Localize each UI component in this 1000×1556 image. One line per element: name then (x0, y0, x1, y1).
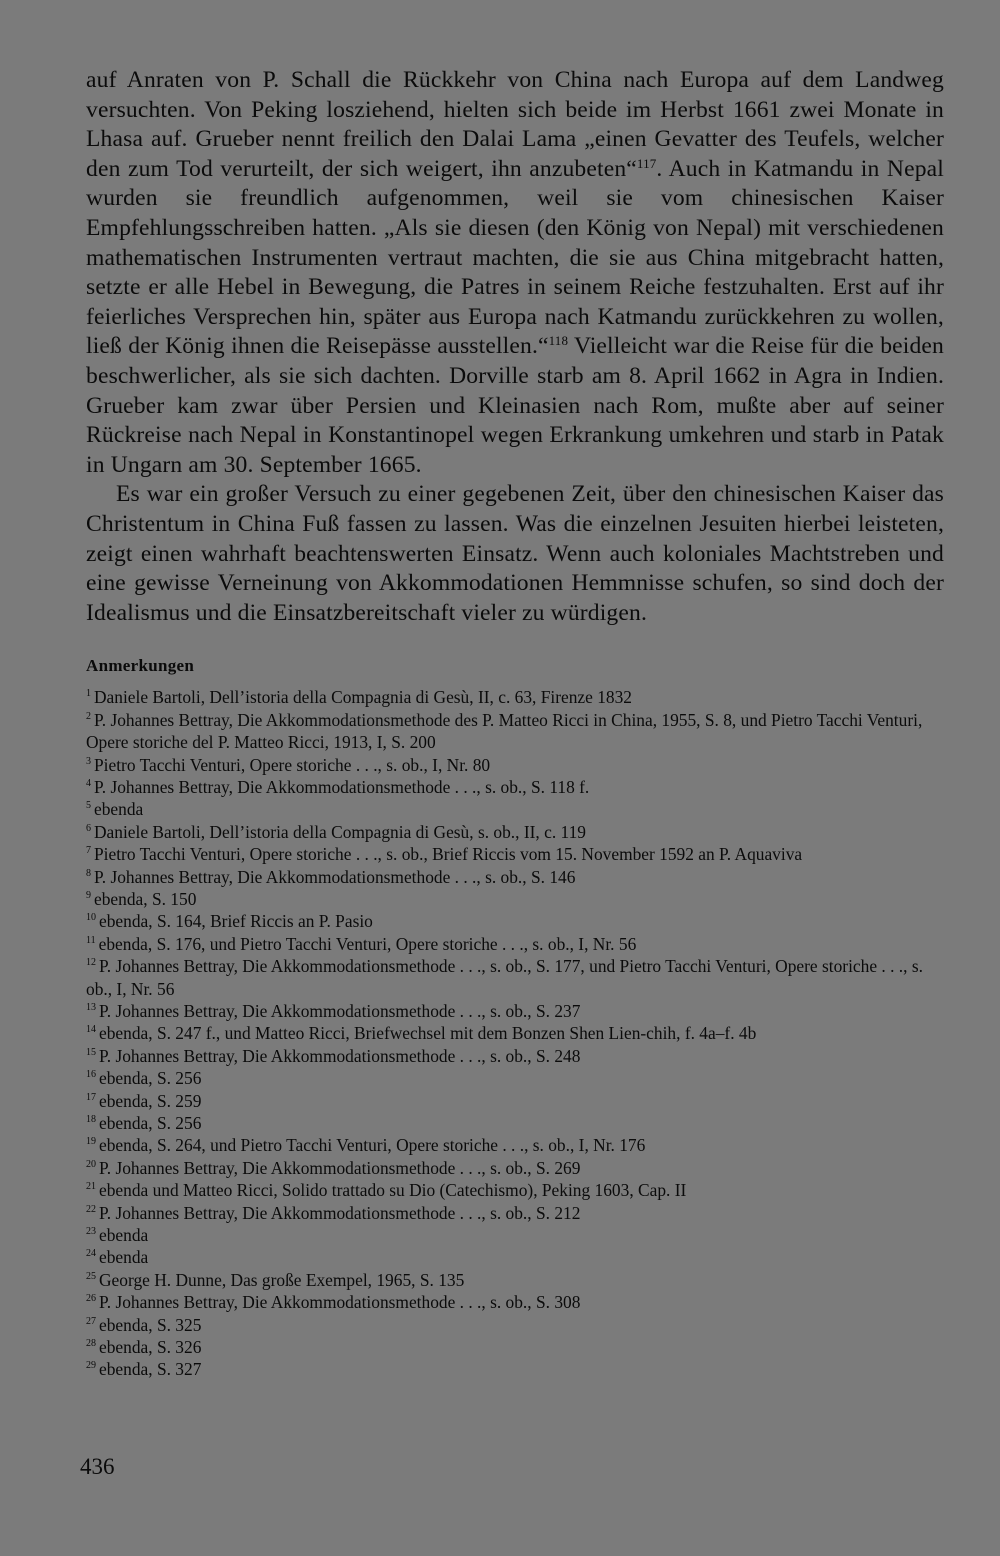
footnote-text: ebenda, S. 256 (99, 1068, 202, 1089)
footnote-item (86, 1336, 944, 1358)
footnote-number: 25 (86, 1270, 96, 1282)
footnote-text: ebenda (99, 1247, 149, 1268)
footnote-text: ebenda, S. 326 (99, 1337, 202, 1358)
footnote-text: P. Johannes Bettray, Die Akkommodationsmethode . . ., s. ob., S. 308 (99, 1292, 581, 1313)
footnote-item (86, 686, 944, 708)
footnote-item (86, 1067, 944, 1089)
footnote-item (86, 1000, 944, 1022)
footnote-item (86, 1090, 944, 1112)
footnote-item (86, 888, 944, 910)
footnote-item (86, 955, 944, 1000)
footnote-item (86, 1179, 944, 1201)
footnote-text: P. Johannes Bettray, Die Akkommodationsmethode . . ., s. ob., S. 146 (94, 866, 576, 887)
footnote-text: ebenda, S. 259 (99, 1090, 202, 1111)
footnote-text: ebenda, S. 325 (99, 1314, 202, 1335)
notes-list (86, 686, 944, 1381)
footnote-item (86, 776, 944, 798)
footnote-text: P. Johannes Bettray, Die Akkommodationsmethode . . ., s. ob., S. 212 (99, 1202, 581, 1223)
footnote-text: P. Johannes Bettray, Die Akkommodationsmethode . . ., s. ob., S. 237 (99, 1000, 581, 1021)
footnote-number: 14 (86, 1024, 96, 1036)
footnote-number: 1 (86, 688, 91, 700)
footnote-text: P. Johannes Bettray, Die Akkommodationsmethode . . ., s. ob., S. 269 (99, 1157, 581, 1178)
page-number: 436 (80, 1454, 115, 1479)
footnote-number: 4 (86, 777, 91, 789)
footnote-text: ebenda und Matteo Ricci, Solido trattado su Dio (Catechismo), Peking 1603, Cap. II (99, 1180, 687, 1201)
footnote-item (86, 1314, 944, 1336)
footnote-text: ebenda, S. 247 f., und Matteo Ricci, Briefwechsel mit dem Bonzen Shen Lien-chih, f. 4a–f. 4b (99, 1023, 757, 1044)
footnote-number: 23 (86, 1226, 96, 1238)
paragraph-1-part-c: Vielleicht war die Reise für die beiden beschwerlicher, als sie sich dachten. Dorville starb am 8. April 1662 in Agra in Indien. Grueber kam zwar über Persien und Kleinasien nach Rom, mußte aber auf seiner Rückreise nach Nepal in Konstantinopel wegen Erkrankung umkehren und starb in Patak in Ungarn am 30. September 1665. (86, 333, 944, 478)
paragraph-1-part-b: . Auch in Katmandu in Nepal wurden sie freundlich aufgenommen, weil sie vom chinesischen Kaiser Empfehlungsschreiben hatten. „Als sie diesen (den König von Nepal) mit verschiedenen mathematischen Instrumenten vertraut machten, die sie aus China mitgebracht hatten, setzte er alle Hebel in Bewegung, die Patres in seinem Reiche festzuhalten. Erst auf ihr feierliches Versprechen hin, später aus Europa nach Katmandu zurückkehren zu wollen, ließ der König ihnen die Reisepässe ausstellen.“ (86, 155, 944, 360)
footnote-number: 18 (86, 1114, 96, 1125)
footnote-item (86, 910, 944, 932)
footnote-text: Pietro Tacchi Venturi, Opere storiche . . ., s. ob., Brief Riccis vom 15. November 1592 an P. Aquaviva (94, 844, 803, 865)
footnote-text: P. Johannes Bettray, Die Akkommodationsmethode . . ., s. ob., S. 177, und Pietro Tacchi Venturi, Opere storiche . . ., s. ob., I, Nr. 56 (86, 956, 923, 999)
footnote-number: 21 (86, 1181, 96, 1193)
footnote-text: P. Johannes Bettray, Die Akkommodationsmethode . . ., s. ob., S. 118 f. (94, 776, 590, 797)
footnote-text: George H. Dunne, Das große Exempel, 1965, S. 135 (99, 1269, 465, 1290)
footnote-number: 26 (86, 1293, 96, 1305)
footnote-number: 2 (86, 710, 91, 722)
footnote-number: 28 (86, 1338, 96, 1350)
footnote-text: Pietro Tacchi Venturi, Opere storiche . . ., s. ob., I, Nr. 80 (94, 754, 491, 775)
footnote-number: 13 (86, 1001, 96, 1013)
footnote-number: 5 (86, 800, 91, 812)
footnote-text: ebenda, S. 164, Brief Riccis an P. Pasio (99, 911, 373, 932)
footnote-text: ebenda (99, 1225, 149, 1246)
footnote-text: ebenda, S. 264, und Pietro Tacchi Venturi, Opere storiche . . ., s. ob., I, Nr. 176 (99, 1135, 646, 1156)
footnote-item (86, 866, 944, 888)
footnote-item (86, 1157, 944, 1179)
footnote-text: Daniele Bartoli, Dell’istoria della Compagnia di Gesù, II, c. 63, Firenze 1832 (94, 687, 632, 708)
footnote-number: 6 (86, 822, 91, 834)
footnote-text: ebenda, S. 150 (94, 888, 197, 909)
footnote-number: 8 (86, 867, 91, 879)
footnote-number: 22 (86, 1203, 96, 1215)
footnote-number: 10 (86, 912, 96, 924)
footnote-number: 3 (86, 755, 91, 767)
paragraph-2: Es war ein großer Versuch zu einer gegebenen Zeit, über den chinesischen Kaiser das Christentum in China Fuß fassen zu lassen. Was die einzelnen Jesuiten hierbei leisteten, zeigt einen wahrhaft beachtenswerten Einsatz. Wenn auch koloniales Machtstreben und eine gewisse Verneinung von Akkommodationen Hemmnisse schufen, so sind doch der Idealismus und die Einsatzbereitschaft vieler zu würdigen. (86, 481, 944, 626)
paragraph-1 (86, 66, 944, 480)
footnote-number: 29 (86, 1360, 96, 1372)
footnote-ref-118: 118 (548, 333, 569, 349)
footnote-text: ebenda, S. 256 (99, 1113, 202, 1133)
footnote-number: 17 (86, 1091, 96, 1103)
footnote-ref-117: 117 (636, 155, 657, 171)
footnote-number: 12 (86, 957, 96, 969)
footnote-number: 15 (86, 1046, 96, 1058)
footnote-text: ebenda (94, 799, 144, 820)
footnote-item (86, 1045, 944, 1067)
footnote-number: 24 (86, 1248, 96, 1260)
footnote-item (86, 1022, 944, 1044)
footnote-text: ebenda, S. 327 (99, 1359, 202, 1380)
paragraph-1-part-a: auf Anraten von P. Schall die Rückkehr von China nach Europa auf dem Landweg versuchten. Von Peking losziehend, hielten sich beide im Herbst 1661 zwei Monate in Lhasa auf. Grueber nennt freilich den Dalai Lama „einen Gevatter des Teufels, welcher den zum Tod verurteilt, der sich weigert, ihn anzubeten“ (86, 67, 944, 182)
footnote-item (86, 1291, 944, 1313)
footnote-item (86, 821, 944, 843)
footnote-text: P. Johannes Bettray, Die Akkommodationsmethode des P. Matteo Ricci in China, 1955, S. 8, und Pietro Tacchi Venturi, Opere storiche del P. Matteo Ricci, 1913, I, S. 200 (86, 709, 923, 753)
footnote-item (86, 1112, 944, 1134)
footnote-item (86, 1246, 944, 1268)
footnote-number: 7 (86, 845, 91, 857)
footnote-item (86, 1134, 944, 1156)
footnote-item (86, 1224, 944, 1246)
footnote-number: 11 (86, 934, 96, 946)
footnote-item (86, 843, 944, 865)
footnote-number: 16 (86, 1069, 96, 1081)
footnote-number: 19 (86, 1136, 96, 1148)
footnote-number: 20 (86, 1158, 96, 1170)
footnote-item (86, 754, 944, 776)
footnote-item (86, 1202, 944, 1224)
footnote-item (86, 1269, 944, 1291)
footnote-item (86, 709, 944, 754)
footnote-item (86, 798, 944, 820)
footnote-text: Daniele Bartoli, Dell’istoria della Compagnia di Gesù, s. ob., II, c. 119 (94, 821, 586, 842)
footnote-item (86, 1358, 944, 1380)
footnote-number: 9 (86, 889, 91, 901)
footnote-text: ebenda, S. 176, und Pietro Tacchi Venturi, Opere storiche . . ., s. ob., I, Nr. 56 (98, 933, 637, 954)
footnote-number: 27 (86, 1315, 96, 1327)
page-content (86, 66, 944, 1381)
footnote-item (86, 933, 944, 955)
footnote-text: P. Johannes Bettray, Die Akkommodationsmethode . . ., s. ob., S. 248 (99, 1045, 581, 1066)
notes-heading: Anmerkungen (86, 656, 195, 676)
body-text (86, 66, 944, 628)
